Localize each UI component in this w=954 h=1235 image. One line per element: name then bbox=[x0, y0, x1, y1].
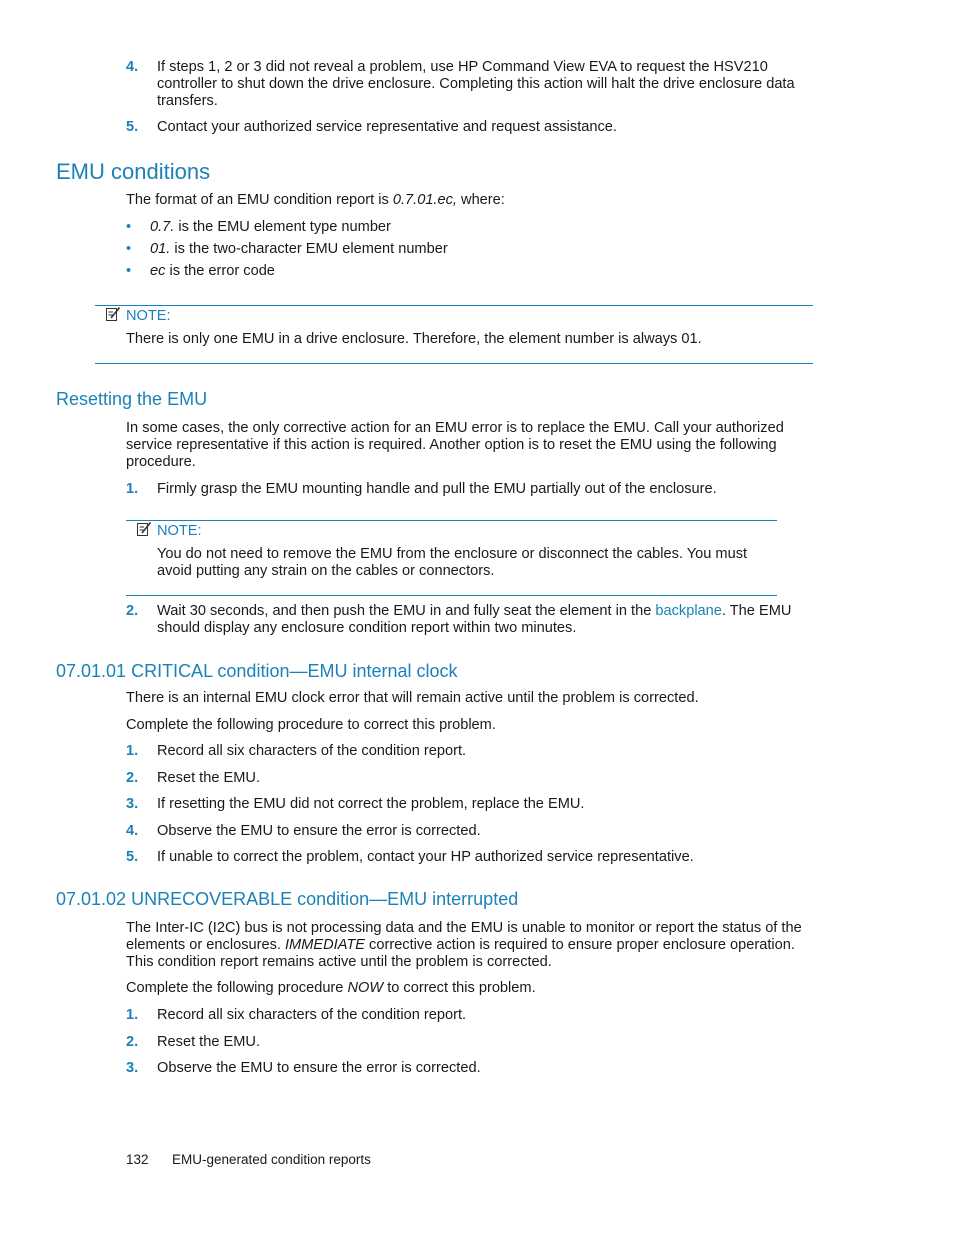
step-number: 4. bbox=[126, 823, 139, 839]
bullet-term: 01. bbox=[150, 241, 171, 257]
bullet-text: is the two-character EMU element number bbox=[170, 241, 448, 257]
list-item bbox=[126, 59, 826, 110]
list-item bbox=[126, 1060, 826, 1077]
list-item bbox=[126, 849, 826, 866]
list-item bbox=[126, 481, 826, 498]
bullet-item bbox=[126, 263, 826, 280]
list-item bbox=[126, 796, 826, 813]
step-text: If steps 1, 2 or 3 did not reveal a problem, use HP Command View EVA to request the HSV210 controller to shut down the drive enclosure. Completing this action will halt the drive enclosure data transfers. bbox=[157, 59, 795, 109]
emphasis-text: NOW bbox=[347, 980, 384, 996]
section-heading-critical: 07.01.01 CRITICAL condition—EMU internal clock bbox=[56, 661, 458, 681]
step-text: Wait 30 seconds, and then push the EMU in and fully seat the element in the bbox=[157, 603, 656, 619]
step-number: 3. bbox=[126, 796, 139, 812]
step-number: 1. bbox=[126, 1007, 139, 1023]
section-heading-resetting: Resetting the EMU bbox=[56, 389, 208, 409]
note-top-rule bbox=[126, 520, 777, 521]
step-text: Observe the EMU to ensure the error is corrected. bbox=[157, 1060, 481, 1076]
step-text: Record all six characters of the condition report. bbox=[157, 743, 467, 759]
critical-paragraph: Complete the following procedure to correct this problem. bbox=[126, 717, 496, 733]
format-code: 0.7.01.ec, bbox=[392, 192, 457, 208]
list-item bbox=[126, 603, 826, 637]
note-text: There is only one EMU in a drive enclosure. Therefore, the element number is always 01. bbox=[126, 331, 702, 347]
bullet-term: ec bbox=[150, 263, 166, 279]
intro-text: The format of an EMU condition report is bbox=[126, 192, 393, 208]
step-text: If resetting the EMU did not correct the problem, replace the EMU. bbox=[157, 796, 585, 812]
bullet-icon: • bbox=[126, 219, 132, 235]
emphasis-text: IMMEDIATE bbox=[285, 937, 365, 953]
step-number: 1. bbox=[126, 481, 139, 497]
paragraph-text: corrective action is required to ensure proper enclosure operation. This condition report remains active until the problem is corrected. bbox=[126, 937, 795, 970]
step-text: Firmly grasp the EMU mounting handle and pull the EMU partially out of the enclosure. bbox=[157, 481, 717, 497]
intro-text: where: bbox=[456, 192, 505, 208]
step-number: 2. bbox=[126, 1034, 139, 1050]
step-text: Contact your authorized service representative and request assistance. bbox=[157, 119, 617, 135]
step-number: 1. bbox=[126, 743, 139, 759]
step-number: 2. bbox=[126, 770, 139, 786]
backplane-link[interactable]: backplane bbox=[655, 603, 722, 619]
step-number: 2. bbox=[126, 603, 139, 619]
note-pencil-icon bbox=[105, 306, 121, 322]
step-text: . The EMU should display any enclosure condition report within two minutes. bbox=[157, 603, 792, 636]
step-number: 5. bbox=[126, 849, 139, 865]
note-label: NOTE: bbox=[157, 523, 202, 539]
bullet-item bbox=[126, 241, 826, 258]
step-number: 5. bbox=[126, 119, 139, 135]
note-bottom-rule bbox=[95, 363, 813, 364]
bullet-icon: • bbox=[126, 263, 132, 279]
critical-paragraph: There is an internal EMU clock error that will remain active until the problem is corrected. bbox=[126, 690, 699, 706]
bullet-text: is the EMU element type number bbox=[174, 219, 391, 235]
list-item bbox=[126, 1034, 826, 1051]
page-number: 132 bbox=[126, 1152, 149, 1167]
bullet-term: 0.7. bbox=[150, 219, 175, 235]
footer-section-title: EMU-generated condition reports bbox=[172, 1152, 371, 1167]
list-item bbox=[126, 743, 826, 760]
unrecoverable-paragraph bbox=[126, 980, 826, 997]
section-heading-unrecoverable: 07.01.02 UNRECOVERABLE condition—EMU interrupted bbox=[56, 889, 519, 909]
list-item bbox=[126, 770, 826, 787]
step-text: Record all six characters of the condition report. bbox=[157, 1007, 467, 1023]
note-top-rule bbox=[95, 305, 813, 306]
intro-paragraph bbox=[126, 192, 826, 209]
section-heading-emu-conditions: EMU conditions bbox=[56, 159, 211, 184]
bullet-text: is the error code bbox=[165, 263, 275, 279]
step-number: 4. bbox=[126, 59, 139, 75]
note-bottom-rule bbox=[126, 595, 777, 596]
list-item bbox=[126, 119, 826, 136]
step-text: Reset the EMU. bbox=[157, 770, 261, 786]
list-item bbox=[126, 1007, 826, 1024]
step-text: If unable to correct the problem, contact your HP authorized service representative. bbox=[157, 849, 694, 865]
note-pencil-icon bbox=[136, 521, 152, 537]
step-text: Reset the EMU. bbox=[157, 1034, 261, 1050]
note-label: NOTE: bbox=[126, 308, 171, 324]
step-number: 3. bbox=[126, 1060, 139, 1076]
list-item bbox=[126, 823, 826, 840]
paragraph-text: Complete the following procedure bbox=[126, 980, 348, 996]
unrecoverable-paragraph bbox=[126, 920, 826, 971]
bullet-item bbox=[126, 219, 826, 236]
bullet-icon: • bbox=[126, 241, 132, 257]
resetting-intro: In some cases, the only corrective action for an EMU error is to replace the EMU. Call your authorized service representative if this action is required. Another option is to reset the EMU using the following procedure. bbox=[126, 420, 784, 470]
note-text: You do not need to remove the EMU from the enclosure or disconnect the cables. You must avoid putting any strain on the cables or connectors. bbox=[157, 546, 748, 579]
paragraph-text: to correct this problem. bbox=[383, 980, 536, 996]
paragraph-text: The Inter-IC (I2C) bus is not processing data and the EMU is unable to monitor or report the status of the elements or enclosures. bbox=[126, 920, 802, 953]
step-text: Observe the EMU to ensure the error is corrected. bbox=[157, 823, 481, 839]
